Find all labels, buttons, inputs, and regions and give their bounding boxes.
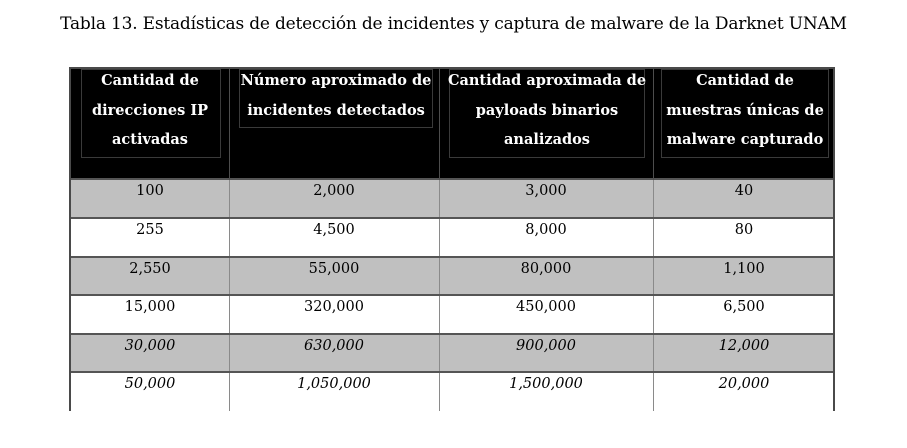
table-cell: 55,000 <box>308 261 360 277</box>
table-row <box>71 296 833 335</box>
table-cell: 1,500,000 <box>509 376 583 392</box>
table-row <box>71 335 833 373</box>
table-cell: 80 <box>734 222 754 238</box>
table-cell: 50,000 <box>124 376 176 392</box>
table-cell: 15,000 <box>124 299 176 315</box>
header-ip-addresses: Cantidad de direcciones IP activadas <box>91 72 208 148</box>
table-cell: 4,500 <box>313 222 355 238</box>
table-cell: 2,550 <box>129 261 171 277</box>
header-malware-samples: Cantidad de muestras únicas de malware capturado <box>666 72 824 148</box>
table-cell: 80,000 <box>520 261 572 277</box>
table-cell: 255 <box>136 222 164 238</box>
table-cell: 320,000 <box>304 299 364 315</box>
table-cell: 630,000 <box>304 338 364 354</box>
header-incidents: Número aproximado de incidentes detectados <box>240 72 432 119</box>
table-caption: Tabla 13. Estadísticas de detección de incidentes y captura de malware de la Darknet UNAM <box>60 14 847 34</box>
header-cell <box>653 69 837 180</box>
table-row <box>71 373 833 411</box>
table-cell: 2,000 <box>313 183 355 199</box>
table-row <box>71 258 833 296</box>
table-row <box>71 180 833 219</box>
header-cell <box>71 69 229 180</box>
header-cell <box>441 69 653 180</box>
header-payloads: Cantidad aproximada de payloads binarios analizados <box>447 72 647 148</box>
table-row <box>71 219 833 258</box>
table-cell: 450,000 <box>516 299 576 315</box>
header-cell <box>231 69 441 180</box>
table-cell: 1,050,000 <box>297 376 371 392</box>
table-cell: 40 <box>734 183 754 199</box>
statistics-table <box>69 67 835 411</box>
table-cell: 900,000 <box>516 338 576 354</box>
table-cell: 8,000 <box>525 222 567 238</box>
table-cell: 100 <box>136 183 164 199</box>
table-cell: 20,000 <box>718 376 770 392</box>
table-cell: 30,000 <box>124 338 176 354</box>
table-cell: 3,000 <box>525 183 567 199</box>
table-cell: 1,100 <box>723 261 765 277</box>
table-cell: 12,000 <box>718 338 770 354</box>
table-cell: 6,500 <box>723 299 765 315</box>
table-header <box>71 69 833 180</box>
